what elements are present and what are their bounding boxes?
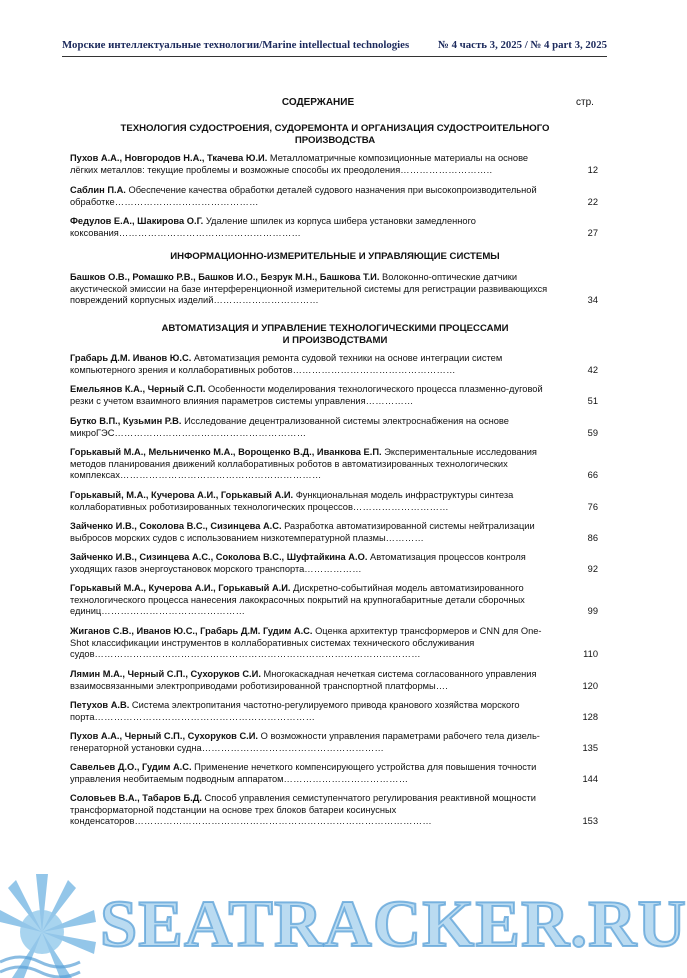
toc-title: СОДЕРЖАНИЕ [281, 97, 355, 108]
entry-title: О возможности управления параметрами рабочего тела дизель-генераторной установки судна [70, 731, 540, 753]
entry-page: 76 [587, 501, 598, 512]
toc-entry[interactable] [70, 185, 598, 208]
leader-dots: ………………………………… [283, 773, 409, 784]
entry-authors: Бутко В.П., Кузьмин Р.В. [70, 416, 182, 426]
entry-authors: Саблин П.А. [70, 185, 126, 195]
section-heading-shipbuilding [70, 123, 600, 147]
entry-authors: Башков О.В., Ромашко Р.В., Башков И.О., Безрук М.Н., Башкова Т.И. [70, 272, 380, 282]
toc-entry[interactable] [70, 153, 598, 176]
leader-dots: …………………………………………… [292, 364, 456, 375]
entry-page: 86 [587, 532, 598, 543]
entry-authors: Соловьев В.А., Табаров Б.Д. [70, 793, 202, 803]
entry-page: 27 [587, 227, 598, 238]
entry-page: 153 [582, 816, 598, 826]
section-heading-line: И ПРОИЗВОДСТВАМИ [282, 335, 388, 346]
toc-entry[interactable] [70, 700, 598, 723]
leader-dots: …………………………………………………………… [94, 711, 316, 722]
entry-title: Автоматизация процессов контроля уходящих газов энергоустановок морского транспорта [70, 552, 526, 574]
leader-dots: …………………………………………………… [114, 427, 307, 438]
entry-title: Экспериментальные исследования методов планирования движений коллаборативных роботов в автоматизированных технологических комплексах [70, 447, 537, 480]
toc-entry[interactable] [70, 552, 598, 575]
toc-entry[interactable] [70, 669, 598, 692]
entry-page: 92 [587, 563, 598, 574]
entry-page: 144 [582, 773, 598, 784]
leader-dots: ……………………………………………………… [120, 470, 322, 480]
toc-entry[interactable] [70, 384, 598, 407]
section-heading-line: ИНФОРМАЦИОННО-ИЗМЕРИТЕЛЬНЫЕ И УПРАВЛЯЮЩИЕ СИСТЕМЫ [170, 251, 500, 262]
toc-entry[interactable] [70, 416, 598, 439]
entry-authors: Пухов А.А., Новгородов Н.А., Ткачева Ю.И. [70, 153, 268, 163]
toc-entry[interactable] [70, 731, 598, 754]
section-heading-line: ТЕХНОЛОГИЯ СУДОСТРОЕНИЯ, СУДОРЕМОНТА И ОРГАНИЗАЦИЯ СУДОСТРОИТЕЛЬНОГО [120, 123, 550, 134]
header-rule [62, 56, 607, 57]
toc-entry[interactable] [70, 216, 598, 239]
section-heading-automation [70, 323, 600, 347]
leader-dots: ………………………………………………… [118, 227, 302, 238]
entry-page: 22 [587, 196, 598, 207]
entry-authors: Савельев Д.О., Гудим А.С. [70, 762, 192, 772]
sun-rays-icon [0, 874, 96, 978]
entry-title: Оценка архитектур трансформеров и CNN для One-Shot классификации инструментов в коллаборативных системах технического обслуживания судов [70, 626, 542, 659]
toc-entry[interactable] [70, 762, 598, 785]
entry-page: 128 [582, 711, 598, 722]
running-header [62, 39, 607, 51]
watermark-text: SEATRACKER.RU [100, 887, 687, 961]
entry-title: Металломатричные композиционные материалы на основе лёгких металлов: текущие проблемы и возможные способы их преодоления [70, 153, 529, 175]
entry-title: Применение нечеткого компенсирующего устройства для повышения точности управления необитаемым подводным аппаратом [70, 762, 537, 784]
leader-dots: ………………………………………………………………………………… [134, 816, 432, 826]
entry-authors: Пухов А.А., Черный С.П., Сухоруков С.И. [70, 731, 259, 741]
entry-title: Автоматизация ремонта судовой техники на основе интеграции систем компьютерного зрения и коллаборативных роботов [70, 353, 503, 375]
entry-title: Особенности моделирования технологического процесса плазменно-дуговой резки с учетом взаимного влияния параметров системы управления [70, 384, 543, 406]
leader-dots: …………… [365, 395, 414, 406]
entry-page: 34 [587, 295, 598, 305]
entry-authors: Зайченко И.В., Соколова В.С., Сизинцева А.С. [70, 521, 282, 531]
entry-authors: Лямин М.А., Черный С.П., Сухоруков С.И. [70, 669, 261, 679]
section-heading-measurement-systems [70, 251, 600, 263]
entry-title: Удаление шпилек из корпуса шибера установки замедленного коксования [70, 216, 476, 238]
leader-dots: ……………………………………… [114, 196, 259, 207]
entry-page: 51 [587, 395, 598, 406]
entry-page: 12 [587, 164, 598, 175]
entry-authors: Зайченко И.В., Сизинцева А.С., Соколова В.С., Шуфтайкина А.О. [70, 552, 368, 562]
leader-dots: …. [435, 680, 449, 691]
entry-page: 120 [582, 680, 598, 691]
section-heading-line: АВТОМАТИЗАЦИЯ И УПРАВЛЕНИЕ ТЕХНОЛОГИЧЕСКИМИ ПРОЦЕССАМИ [161, 323, 509, 334]
toc-entry[interactable] [70, 353, 598, 376]
page-column-label: стр. [576, 97, 594, 108]
leader-dots: ………………………… [352, 501, 449, 512]
entry-authors: Грабарь Д.М. Иванов Ю.С. [70, 353, 192, 363]
entry-title: Обеспечение качества обработки деталей судового назначения при высокопроизводительной обработке [70, 185, 537, 207]
entry-title: Разработка автоматизированной системы нейтрализации выбросов морских судов с использованием низкотемпературной плазмы [70, 521, 535, 543]
leader-dots: ………… [385, 532, 425, 543]
entry-page: 135 [582, 742, 598, 753]
entry-title: Система электропитания частотно-регулируемого привода кранового хозяйства морского порта [70, 700, 520, 722]
entry-authors: Жиганов С.В., Иванов Ю.С., Грабарь Д.М. Гудим А.С. [70, 626, 313, 636]
toc-entry[interactable] [70, 583, 598, 618]
entry-page: 59 [587, 427, 598, 438]
leader-dots: …………………………… [213, 295, 320, 305]
entry-page: 99 [587, 606, 598, 616]
toc-entry[interactable] [70, 793, 598, 828]
entry-title: Функциональная модель инфраструктуры синтеза коллаборативных роботизированных технологических процессов [70, 490, 514, 512]
entry-authors: Федулов Е.А., Шакирова О.Г. [70, 216, 204, 226]
entry-title: Волоконно-оптические датчики акустической эмиссии на базе интерференционной измерительной системы для регистрации развивающихся повреждений корпусных изделий [70, 272, 548, 305]
leader-dots: ……………………………………… [101, 606, 246, 616]
toc-entry[interactable] [70, 521, 598, 544]
toc-entry[interactable] [70, 626, 598, 661]
journal-name: Морские интеллектуальные технологии/Marine intellectual technologies [62, 39, 410, 51]
entry-title: Многокаскадная нечеткая система согласованного управления взаимосвязанными электроприводами роботизированной транспортной платформы [70, 669, 537, 691]
toc-entry[interactable] [70, 272, 598, 307]
entry-title: Исследование децентрализованной системы электроснабжения на основе микроГЭС [70, 416, 509, 438]
leader-dots: ………………………………………………………………………………………… [94, 649, 421, 659]
leader-dots: ……………………….. [400, 164, 493, 175]
entry-authors: Горькавый, М.А., Кучерова А.И., Горькавый А.И. [70, 490, 294, 500]
toc-entry[interactable] [70, 447, 598, 482]
leader-dots: ……………… [304, 563, 362, 574]
entry-page: 110 [583, 649, 598, 659]
entry-page: 42 [587, 364, 598, 375]
entry-title: Способ управления семиступенчатого регулирования реактивной мощности трансформаторной подстанции на основе трех блоков батареи косинусных конденсаторов [70, 793, 536, 826]
entry-authors: Емельянов К.А., Черный С.П. [70, 384, 206, 394]
entry-authors: Горькавый М.А., Кучерова А.И., Горькавый А.И. [70, 583, 291, 593]
section-heading-line: ПРОИЗВОДСТВА [294, 135, 376, 146]
toc-entry[interactable] [70, 490, 598, 513]
issue-number: № 4 часть 3, 2025 / № 4 part 3, 2025 [438, 39, 607, 51]
entry-authors: Петухов А.В. [70, 700, 130, 710]
entry-authors: Горькавый М.А., Мельниченко М.А., Ворощенко В.Д., Иванкова Е.П. [70, 447, 382, 457]
leader-dots: ………………………………………………… [201, 742, 385, 753]
entry-title: Дискретно-событийная модель автоматизированного технологического процесса нанесения лакокрасочных покрытий на крупногабаритные детали сборочных единиц [70, 583, 525, 616]
entry-page: 66 [587, 470, 598, 480]
